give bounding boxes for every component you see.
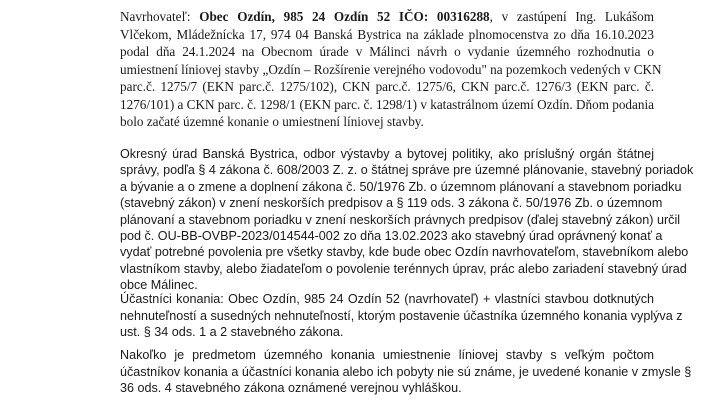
text-line: umiestnení líniovej stavby „Ozdín – Rozšírenie verejného vodovodu" na pozemkoch vedených v CKN: [120, 61, 662, 77]
paragraph-applicant: [120, 8, 662, 131]
text-line: parc.č. 1275/7 (EKN parc.č. 1275/102), CKN parc.č. 1275/6, CKN parc.č. 1276/3 (EKN parc. č.: [120, 79, 654, 94]
text-line: nehnuteľností a susedných nehnuteľností, ktorým postavenie účastníka územného konania vyplýva z: [120, 308, 683, 323]
text-line: Vlčekom, Mládežnícka 17, 974 04 Banská Bystrica na základe plnomocenstva zo dňa 16.10.2023: [120, 26, 654, 42]
text-line: účastníkov konania a účastníci konania alebo ich pobyty nie sú známe, je uvedené konanie v zmysle §: [120, 364, 692, 379]
text-line: obce Málinec.: [120, 278, 198, 293]
text-line: bolo začaté územné konanie o umiestnení líniovej stavby.: [120, 114, 424, 129]
text-line: správy, podľa § 4 zákona č. 608/2003 Z. z. o štátnej správe pre územné plánovanie, stavebný poriadok: [120, 163, 694, 178]
text-line: Nakoľko je predmetom územného konania umiestnenie líniovej stavby s veľkým počtom: [120, 348, 654, 362]
applicant-identity: Obec Ozdín, 985 24 Ozdín 52 IČO: 00316288: [199, 9, 490, 24]
text-line: podal dňa 24.1.2024 na Obecnom úrade v Málinci návrh o vydanie územného rozhodnutia o: [120, 44, 654, 59]
paragraph-participants: [120, 291, 683, 341]
text-line: 36 ods. 4 stavebného zákona oznámené verejnou vyhláškou.: [120, 381, 462, 396]
text-line: vydať potrebné povolenia pre všetky stavby, kde bude obec Ozdín navrhovateľom, stavebníkom alebo: [120, 245, 689, 260]
text-line: plánovaní a stavebnom poriadku v znení neskorších právnych predpisov (ďalej stavebný zákon) určil: [120, 212, 681, 227]
text-run: , v zastúpení Ing. Lukášom: [489, 9, 654, 24]
text-line: Účastníci konania: Obec Ozdín, 985 24 Ozdín 52 (navrhovateľ) + vlastníci stavbou dotknutých: [120, 292, 654, 306]
text-line: vlastníkom stavby, alebo žiadateľom o povolenie terénnych úprav, prác alebo zariadení stavebný úrad: [120, 261, 687, 276]
text-line: [120, 8, 654, 26]
text-line: pod č. OU-BB-OVBP-2023/014544-002 zo dňa 13.02.2023 ako stavebný úrad oprávnený konať a: [120, 229, 663, 244]
text-line: Okresný úrad Banská Bystrica, odbor výstavby a bytovej politiky, ako príslušný orgán štátnej: [120, 147, 654, 161]
text-line: a bývanie a o zmene a doplnení zákona č. 50/1976 Zb. o územnom plánovaní a stavebnom poriadku: [120, 179, 682, 194]
text-line: (stavebný zákon) v znení neskorších predpisov a § 119 ods. 3 zákona č. 50/1976 Zb. o územnom: [120, 196, 663, 211]
text-line: ust. § 34 ods. 1 a 2 stavebného zákona.: [120, 325, 344, 340]
text-line: 1276/101) a CKN parc. č. 1298/1 (EKN parc. č. 1298/1) v katastrálnom území Ozdín. Dňom podania: [120, 96, 654, 112]
paragraph-authority: [120, 146, 694, 294]
text-run: Navrhovateľ:: [120, 9, 200, 24]
paragraph-public-notice: [120, 347, 692, 397]
